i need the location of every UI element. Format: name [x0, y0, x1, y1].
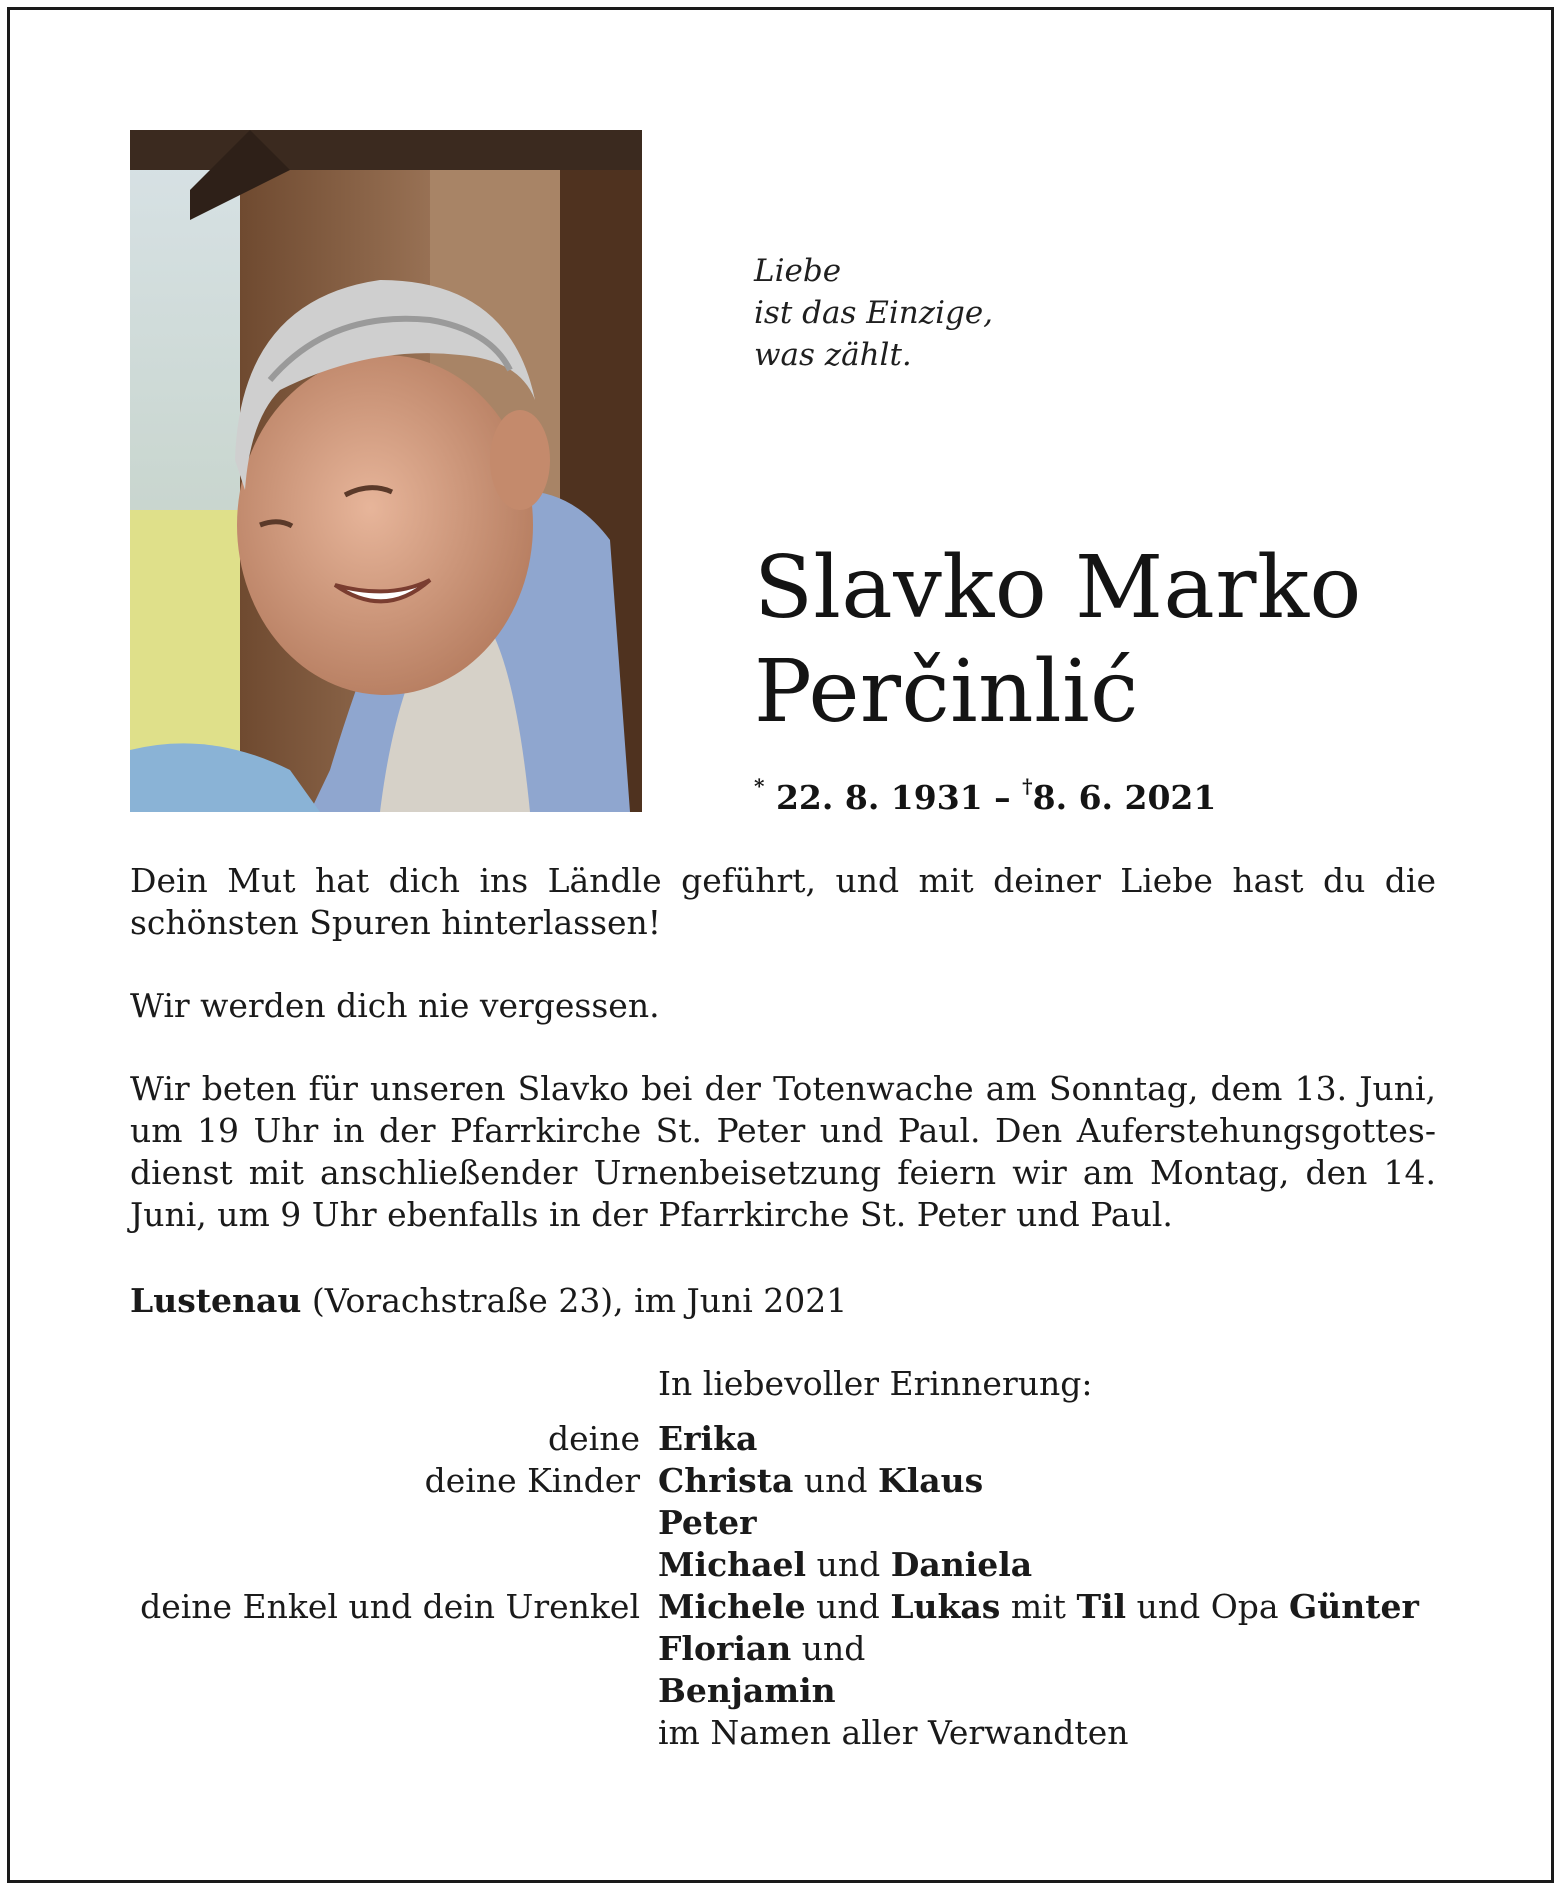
connector: und Opa — [1126, 1587, 1290, 1626]
mourner-name: Florian — [658, 1629, 792, 1668]
life-dates — [754, 774, 1217, 817]
relation-label: deine Enkel und dein Urenkel — [140, 1587, 640, 1626]
connector: und — [791, 1629, 866, 1668]
connector: und — [806, 1545, 891, 1584]
mourner-name: Erika — [658, 1419, 758, 1458]
list-item — [130, 1586, 1450, 1628]
deceased-name — [754, 536, 1362, 744]
address-date: (Vorachstraße 23), im Juni 2021 — [301, 1281, 848, 1320]
birth-symbol: * — [754, 774, 765, 798]
mourner-name: Michele — [658, 1587, 806, 1626]
date-separator: – — [994, 778, 1011, 817]
mourner-name: Michael — [658, 1545, 807, 1584]
relation-label: deine Kinder — [424, 1461, 640, 1500]
mourner-name: Klaus — [878, 1461, 984, 1500]
death-symbol: † — [1022, 774, 1033, 798]
connector: und — [805, 1587, 891, 1626]
paragraph-service-details: Wir beten für unseren Slavko bei der Totenwache am Sonntag, dem 13. Juni, um 19 Uhr in der Pfarrkirche St. Peter und Paul. Den Auferstehungsgottesdienst mit anschließender Urnenbeisetzung feiern wir am Montag, den 14. Juni, um 9 Uhr ebenfalls in der Pfarrkirche St. Peter und Paul. — [130, 1069, 1436, 1234]
quote-line: Liebe — [754, 253, 842, 289]
mourners-list — [130, 1418, 1450, 1754]
name-line-1: Slavko Marko — [754, 538, 1362, 638]
mourner-name: Günter — [1289, 1587, 1419, 1626]
mourner-name: Peter — [658, 1503, 757, 1542]
relation-label: deine — [548, 1419, 640, 1458]
list-item — [130, 1418, 1450, 1460]
connector: mit — [1000, 1587, 1077, 1626]
town: Lustenau — [130, 1281, 302, 1320]
mourner-name: Christa — [658, 1461, 794, 1500]
paragraph-tribute: Dein Mut hat dich ins Ländle geführt, und mit deiner Liebe hast du die schönsten Spuren hinterlassen! — [130, 861, 1436, 942]
quote-line: was zählt. — [754, 337, 912, 373]
memorial-quote — [754, 250, 993, 376]
closing-line: im Namen aller Verwandten — [658, 1713, 1129, 1752]
list-item — [130, 1502, 1450, 1544]
mourner-name: Daniela — [890, 1545, 1033, 1584]
birth-date: 22. 8. 1931 — [775, 778, 983, 817]
list-item — [130, 1544, 1450, 1586]
mourners-intro: In liebevoller Erinnerung: — [658, 1364, 1093, 1403]
portrait-photo — [130, 130, 642, 812]
name-line-2: Perčinlić — [754, 642, 1139, 742]
mourner-name: Til — [1076, 1587, 1127, 1626]
death-date: 8. 6. 2021 — [1032, 778, 1217, 817]
list-item — [130, 1628, 1450, 1670]
quote-line: ist das Einzige, — [754, 295, 994, 331]
list-item — [130, 1712, 1450, 1754]
place-and-date — [130, 1280, 847, 1322]
list-item — [130, 1670, 1450, 1712]
mourner-name: Lukas — [890, 1587, 1001, 1626]
list-item — [130, 1460, 1450, 1502]
paragraph-remembrance: Wir werden dich nie vergessen. — [130, 986, 660, 1025]
mourner-name: Benjamin — [658, 1671, 836, 1710]
connector: und — [793, 1461, 879, 1500]
